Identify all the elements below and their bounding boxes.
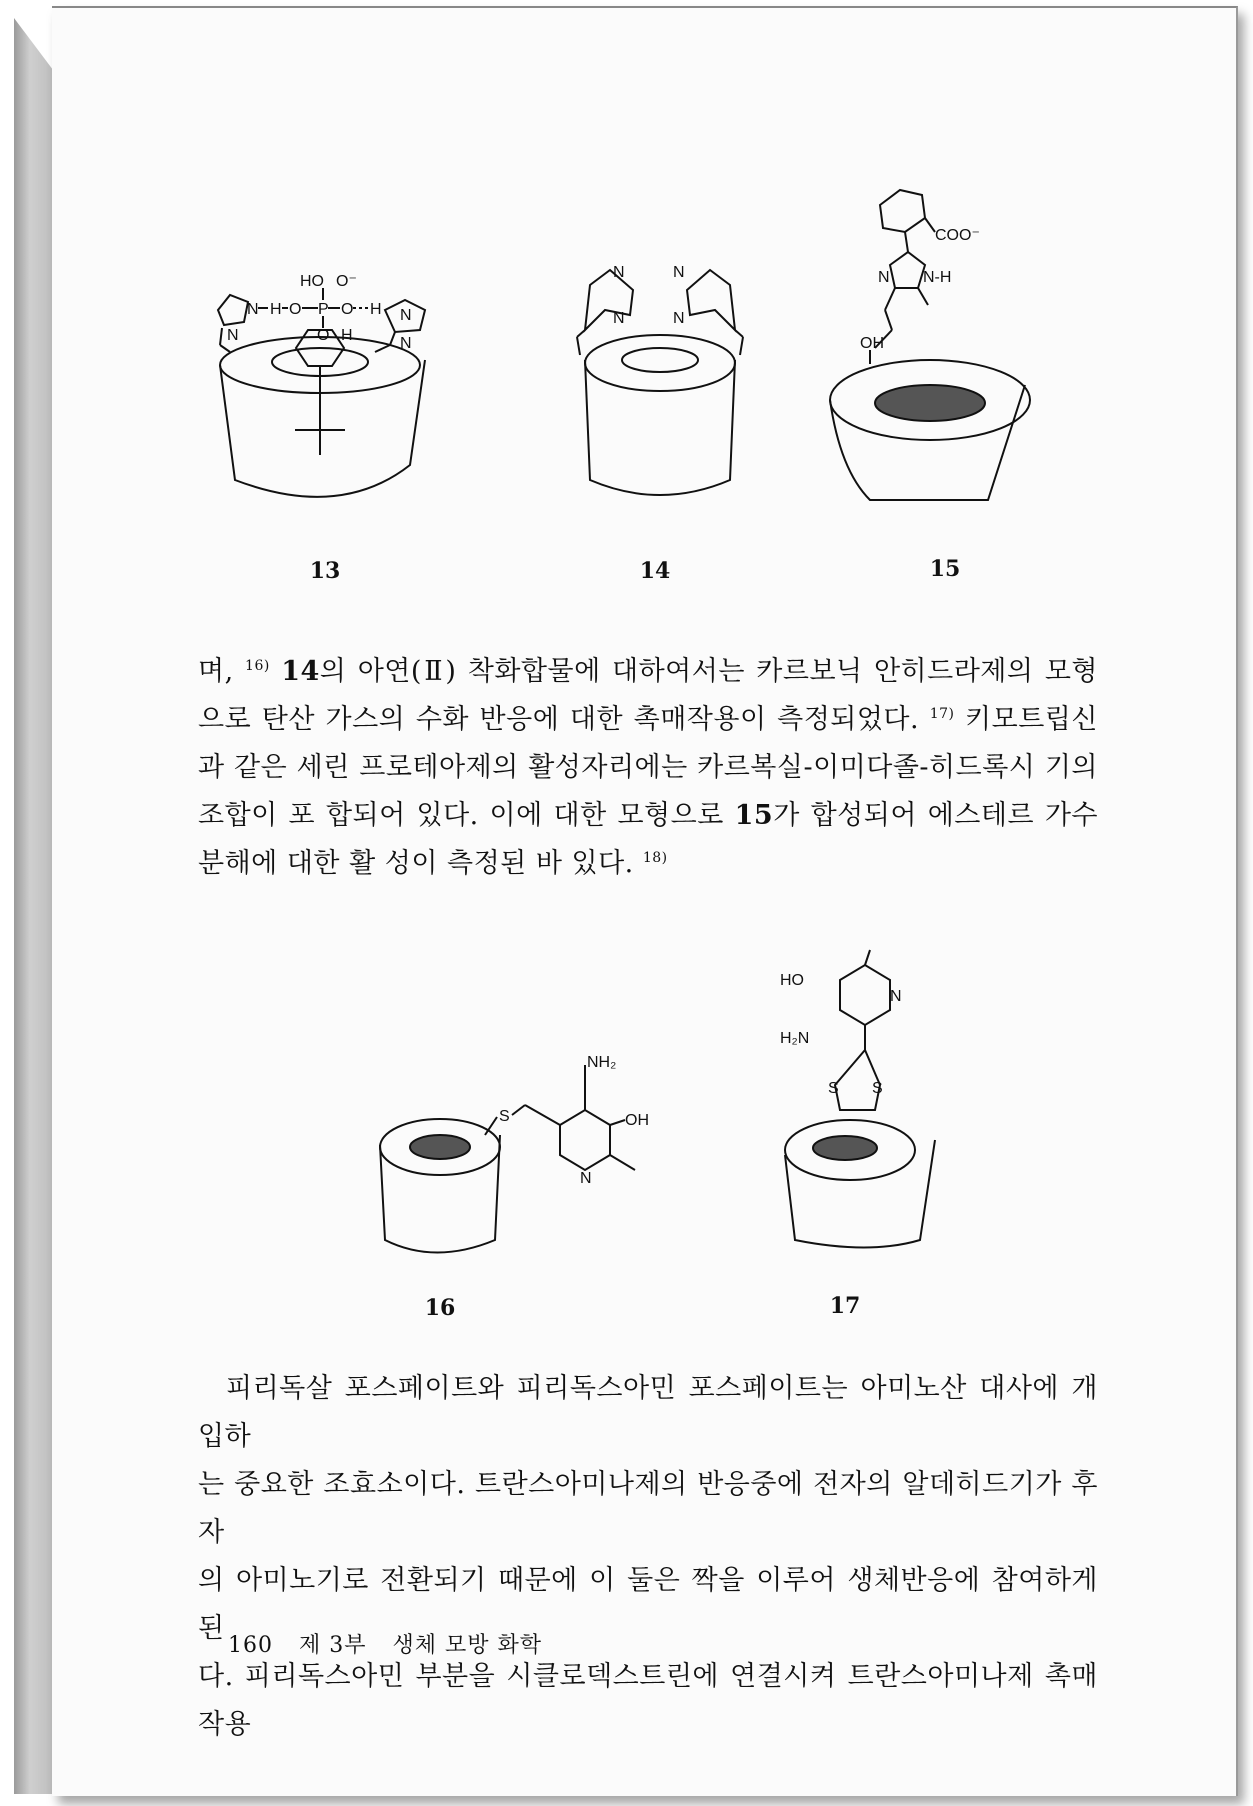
cd-cone-body bbox=[220, 360, 425, 497]
text-line: 성이 측정된 바 있다. bbox=[384, 848, 634, 879]
atom-n3: N bbox=[673, 264, 685, 281]
text-line: 합되어 있다. 이에 대한 모형으로 bbox=[325, 800, 735, 831]
atom-n: N bbox=[580, 1170, 592, 1187]
atom-h3: H bbox=[370, 301, 382, 318]
atom-p: P bbox=[318, 301, 329, 318]
figure-16-label: 16 bbox=[424, 1295, 456, 1321]
text-line: 며, bbox=[198, 656, 234, 687]
atom-nh2: NH₂ bbox=[587, 1054, 617, 1071]
figure-13-label: 13 bbox=[309, 558, 341, 584]
atom-h1: H bbox=[270, 301, 282, 318]
figure-13 bbox=[200, 270, 500, 510]
imidazole-ring bbox=[890, 252, 925, 288]
text-line: 탄산 가스의 수화 반응에 대한 촉매작용이 측정되었다. bbox=[261, 704, 920, 735]
atom-ho: HO bbox=[300, 273, 324, 290]
pyridine-ring bbox=[840, 965, 890, 1025]
book-spine-edge bbox=[14, 18, 54, 1794]
cd-shaded-cavity bbox=[875, 385, 985, 421]
figure-17-label: 17 bbox=[829, 1293, 861, 1319]
cyclodextrin-phosphate-structure bbox=[200, 270, 500, 510]
paragraph-2-line: 다. 피리독스아민 부분을 시클로덱스트린에 연결시켜 트란스아미나제 촉매작용 bbox=[198, 1661, 1098, 1740]
text-line: 의 아연(Ⅱ) 착화합물에 대하여서는 카르보닉 안히드라제의 모형으로 bbox=[198, 656, 1098, 735]
part-title: 생체 모방 화학 bbox=[392, 1633, 542, 1658]
reference-18: 18) bbox=[642, 850, 668, 866]
text-line: 세린 프로테아제의 활성자리에는 카르복실-이미다졸-히드록시 기의 조합이 포 bbox=[198, 752, 1098, 831]
atom-o2: O bbox=[341, 301, 354, 318]
atom-coo-minus: COO⁻ bbox=[935, 227, 980, 244]
cd-cavity bbox=[622, 348, 698, 372]
cd-rim bbox=[585, 335, 735, 391]
atom-n2: N bbox=[613, 310, 625, 327]
atom-n4: N bbox=[400, 335, 412, 352]
atom-n1: N bbox=[247, 301, 259, 318]
figure-17 bbox=[780, 935, 980, 1255]
atom-oh: OH bbox=[860, 335, 884, 352]
benzene-ring bbox=[880, 190, 925, 232]
figure-14-label: 14 bbox=[639, 558, 671, 584]
paragraph-1 bbox=[198, 648, 1098, 888]
cyclodextrin-pyridoxamine-s-structure bbox=[375, 1025, 675, 1255]
atom-n1: N bbox=[613, 264, 625, 281]
cd-shaded-cavity bbox=[813, 1136, 877, 1160]
imidazole-left bbox=[585, 270, 633, 330]
atom-n-h: N-H bbox=[923, 269, 952, 286]
atom-o-minus: O⁻ bbox=[336, 273, 357, 290]
figure-15-label: 15 bbox=[929, 556, 961, 582]
cd-cone-body bbox=[585, 360, 735, 495]
reference-16: 16) bbox=[245, 658, 270, 674]
atom-s2: S bbox=[872, 1080, 883, 1097]
atom-n1: N bbox=[878, 269, 890, 286]
atom-s: S bbox=[499, 1108, 510, 1125]
text-line: 가 합성되어 에스테르 가수분해에 대한 활 bbox=[198, 800, 1098, 879]
atom-h2n: H₂N bbox=[780, 1030, 810, 1047]
figure-16 bbox=[375, 1025, 675, 1255]
imidazole-right bbox=[687, 270, 735, 330]
atom-n2: N bbox=[227, 327, 239, 344]
atom-o3: O bbox=[317, 327, 330, 344]
atom-h2: H bbox=[341, 327, 353, 344]
paragraph-2 bbox=[198, 1365, 1098, 1749]
atom-n: N bbox=[890, 988, 902, 1005]
imidazole-left bbox=[218, 295, 248, 325]
text-line: 키모트립신과 같은 bbox=[198, 704, 1098, 783]
atom-ho: HO bbox=[780, 972, 804, 989]
cyclodextrin-carboxyl-imidazole-structure bbox=[820, 170, 1120, 530]
paragraph-1-text bbox=[198, 648, 1098, 888]
cyclodextrin-bis-imidazole-structure bbox=[555, 255, 765, 505]
part-label: 제 3부 bbox=[299, 1633, 367, 1658]
figure-15 bbox=[820, 170, 1120, 530]
atom-s1: S bbox=[828, 1080, 839, 1097]
paragraph-2-line: 피리독살 포스페이트와 피리독스아민 포스페이트는 아미노산 대사에 개입하 bbox=[198, 1373, 1098, 1452]
paragraph-2-line: 의 아미노기로 전환되기 때문에 이 둘은 짝을 이루어 생체반응에 참여하게 된 bbox=[198, 1565, 1098, 1644]
paragraph-2-line: 는 중요한 조효소이다. 트란스아미나제의 반응중에 전자의 알데히드기가 후자 bbox=[198, 1469, 1098, 1548]
compound-15-ref: 15 bbox=[734, 800, 774, 831]
page-footer bbox=[228, 1628, 560, 1659]
atom-n4: N bbox=[673, 310, 685, 327]
atom-oh: OH bbox=[625, 1112, 649, 1129]
pyridine-ring bbox=[560, 1110, 610, 1170]
figure-14 bbox=[555, 255, 765, 505]
page-number: 160 bbox=[228, 1633, 273, 1658]
cyclodextrin-dithiane-pyridoxamine-structure bbox=[780, 935, 980, 1255]
reference-17: 17) bbox=[929, 706, 955, 722]
atom-o1: O bbox=[289, 301, 302, 318]
compound-14-ref: 14 bbox=[281, 656, 320, 687]
atom-n3: N bbox=[400, 307, 412, 324]
cd-shaded-cavity bbox=[410, 1135, 470, 1159]
